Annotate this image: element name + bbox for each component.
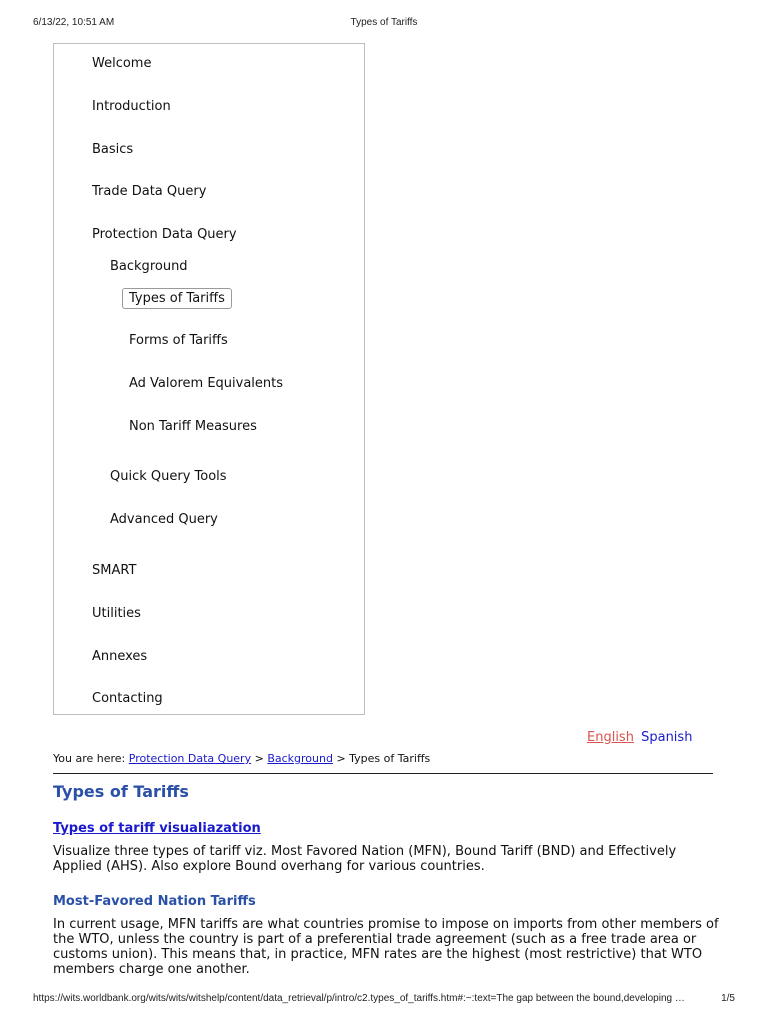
nav-item-background[interactable]: Background	[110, 259, 188, 274]
print-datetime: 6/13/22, 10:51 AM	[33, 17, 115, 28]
language-switcher	[587, 730, 692, 745]
print-title: Types of Tariffs	[350, 17, 418, 28]
nav-item-introduction[interactable]: Introduction	[92, 99, 171, 114]
breadcrumb-separator: >	[336, 752, 346, 765]
nav-item-contacting[interactable]: Contacting	[92, 691, 163, 706]
nav-item-annexes[interactable]: Annexes	[92, 649, 148, 664]
nav-item-types-of-tariffs[interactable]: Types of Tariffs	[122, 288, 232, 309]
mfn-paragraph: In current usage, MFN tariffs are what countries promise to impose on imports from other members of the WTO, unless the country is part of a preferential trade agreement (such as a free trade area or customs union). This means that, in practice, MFN rates are the highest (most restrictive) that WTO members charge one another.	[53, 917, 719, 977]
breadcrumb-link-background[interactable]: Background	[267, 752, 333, 765]
print-footer	[33, 993, 735, 1007]
nav-item-protection-data-query[interactable]: Protection Data Query	[92, 227, 237, 242]
print-url: https://wits.worldbank.org/wits/wits/witshelp/content/data_retrieval/p/intro/c2.types_of_tariffs.htm#:~:text=The gap between the bound,developing …	[33, 993, 685, 1004]
breadcrumb-link-protection-data-query[interactable]: Protection Data Query	[128, 752, 252, 765]
nav-item-welcome[interactable]: Welcome	[92, 56, 152, 71]
divider	[53, 773, 713, 774]
breadcrumb-separator: >	[254, 752, 264, 765]
nav-item-quick-query-tools[interactable]: Quick Query Tools	[110, 469, 227, 484]
nav-item-ad-valorem-equivalents[interactable]: Ad Valorem Equivalents	[129, 376, 284, 391]
breadcrumb	[53, 752, 430, 765]
breadcrumb-current: Types of Tariffs	[349, 752, 431, 765]
navigation-menu	[53, 43, 365, 715]
visualization-description: Visualize three types of tariff viz. Most Favored Nation (MFN), Bound Tariff (BND) and Effectively Applied (AHS). Also explore Bound overhang for various countries.	[53, 844, 677, 874]
nav-item-utilities[interactable]: Utilities	[92, 606, 141, 621]
section-heading-mfn: Most-Favored Nation Tariffs	[53, 894, 256, 909]
nav-item-non-tariff-measures[interactable]: Non Tariff Measures	[129, 419, 257, 434]
nav-item-advanced-query[interactable]: Advanced Query	[110, 512, 218, 527]
language-english-link[interactable]: English	[587, 730, 634, 745]
nav-item-trade-data-query[interactable]: Trade Data Query	[92, 184, 207, 199]
print-header	[33, 17, 735, 31]
visualization-link[interactable]: Types of tariff visualiazation	[53, 821, 261, 836]
nav-item-smart[interactable]: SMART	[92, 563, 137, 578]
breadcrumb-prefix: You are here:	[53, 752, 126, 765]
page-title: Types of Tariffs	[53, 782, 189, 801]
language-spanish-link[interactable]: Spanish	[641, 730, 693, 745]
page-number: 1/5	[721, 993, 735, 1004]
nav-item-basics[interactable]: Basics	[92, 142, 134, 157]
nav-item-forms-of-tariffs[interactable]: Forms of Tariffs	[129, 333, 228, 348]
